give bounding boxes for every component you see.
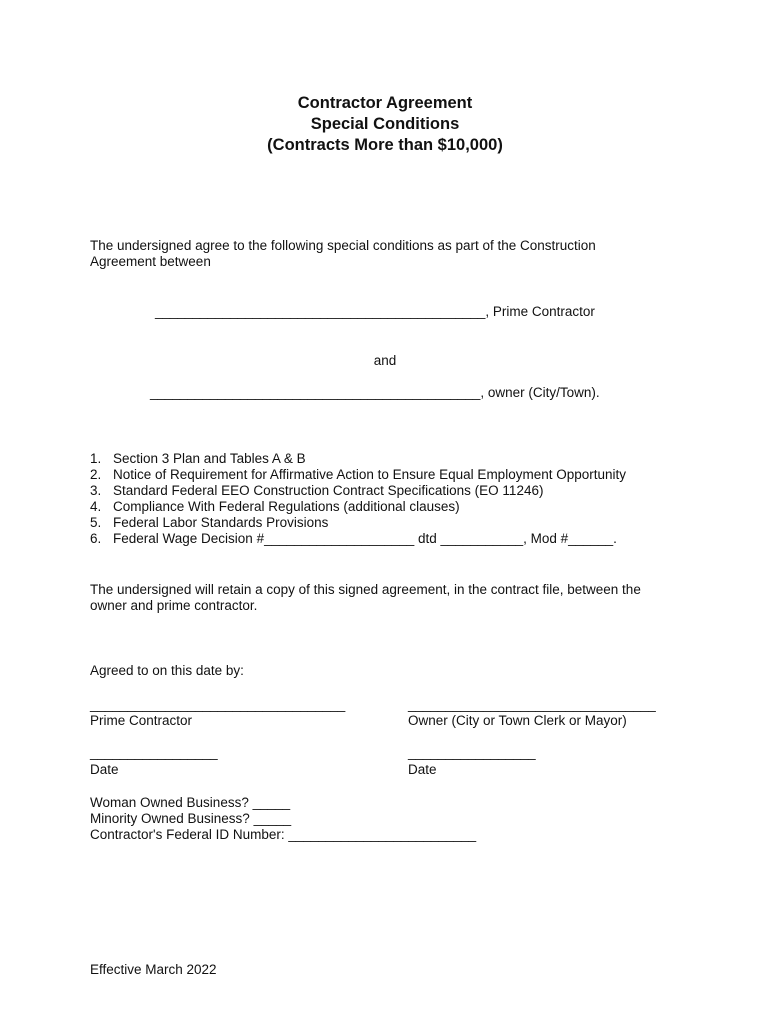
retain-line-2: owner and prime contractor.: [90, 598, 258, 613]
list-item: 2. Notice of Requirement for Affirmative Action to Ensure Equal Employment Opportunity: [90, 467, 626, 482]
footer-effective-date: Effective March 2022: [90, 962, 217, 977]
list-item: 5. Federal Labor Standards Provisions: [90, 515, 329, 530]
document-title: [0, 93, 770, 156]
list-item: 4. Compliance With Federal Regulations (additional clauses): [90, 499, 460, 514]
conditions-list: [90, 451, 626, 547]
prime-signature-label: Prime Contractor: [90, 713, 193, 728]
intro-line-2: Agreement between: [90, 254, 211, 269]
prime-date-label: Date: [90, 762, 119, 777]
owner-field[interactable]: ____________________________________________, owner (City/Town).: [150, 385, 600, 400]
woman-owned-question[interactable]: Woman Owned Business? _____: [90, 795, 291, 810]
owner-signature-label: Owner (City or Town Clerk or Mayor): [408, 713, 627, 728]
owner-date-line[interactable]: _________________: [408, 745, 536, 760]
minority-owned-question[interactable]: Minority Owned Business? _____: [90, 811, 292, 826]
list-item: 3. Standard Federal EEO Construction Contract Specifications (EO 11246): [90, 483, 544, 498]
title-line-3: (Contracts More than $10,000): [267, 136, 503, 154]
prime-contractor-field[interactable]: ____________________________________________, Prime Contractor: [155, 304, 595, 319]
and-text: and: [373, 353, 397, 368]
agreed-by-text: Agreed to on this date by:: [90, 663, 244, 678]
title-line-2: Special Conditions: [310, 115, 460, 133]
prime-date-line[interactable]: _________________: [90, 745, 218, 760]
list-item: 1. Section 3 Plan and Tables A & B: [90, 451, 306, 466]
federal-id-field[interactable]: Contractor's Federal ID Number: _________________________: [90, 827, 477, 842]
owner-signature-line[interactable]: _________________________________: [408, 697, 656, 712]
prime-signature-line[interactable]: __________________________________: [90, 697, 346, 712]
retain-line-1: The undersigned will retain a copy of this signed agreement, in the contract file, between the: [90, 582, 641, 597]
title-line-1: Contractor Agreement: [297, 94, 473, 112]
intro-line-1: The undersigned agree to the following special conditions as part of the Construction: [90, 238, 596, 253]
list-item: 6. Federal Wage Decision #____________________ dtd ___________, Mod #______.: [90, 531, 617, 546]
owner-date-label: Date: [408, 762, 437, 777]
